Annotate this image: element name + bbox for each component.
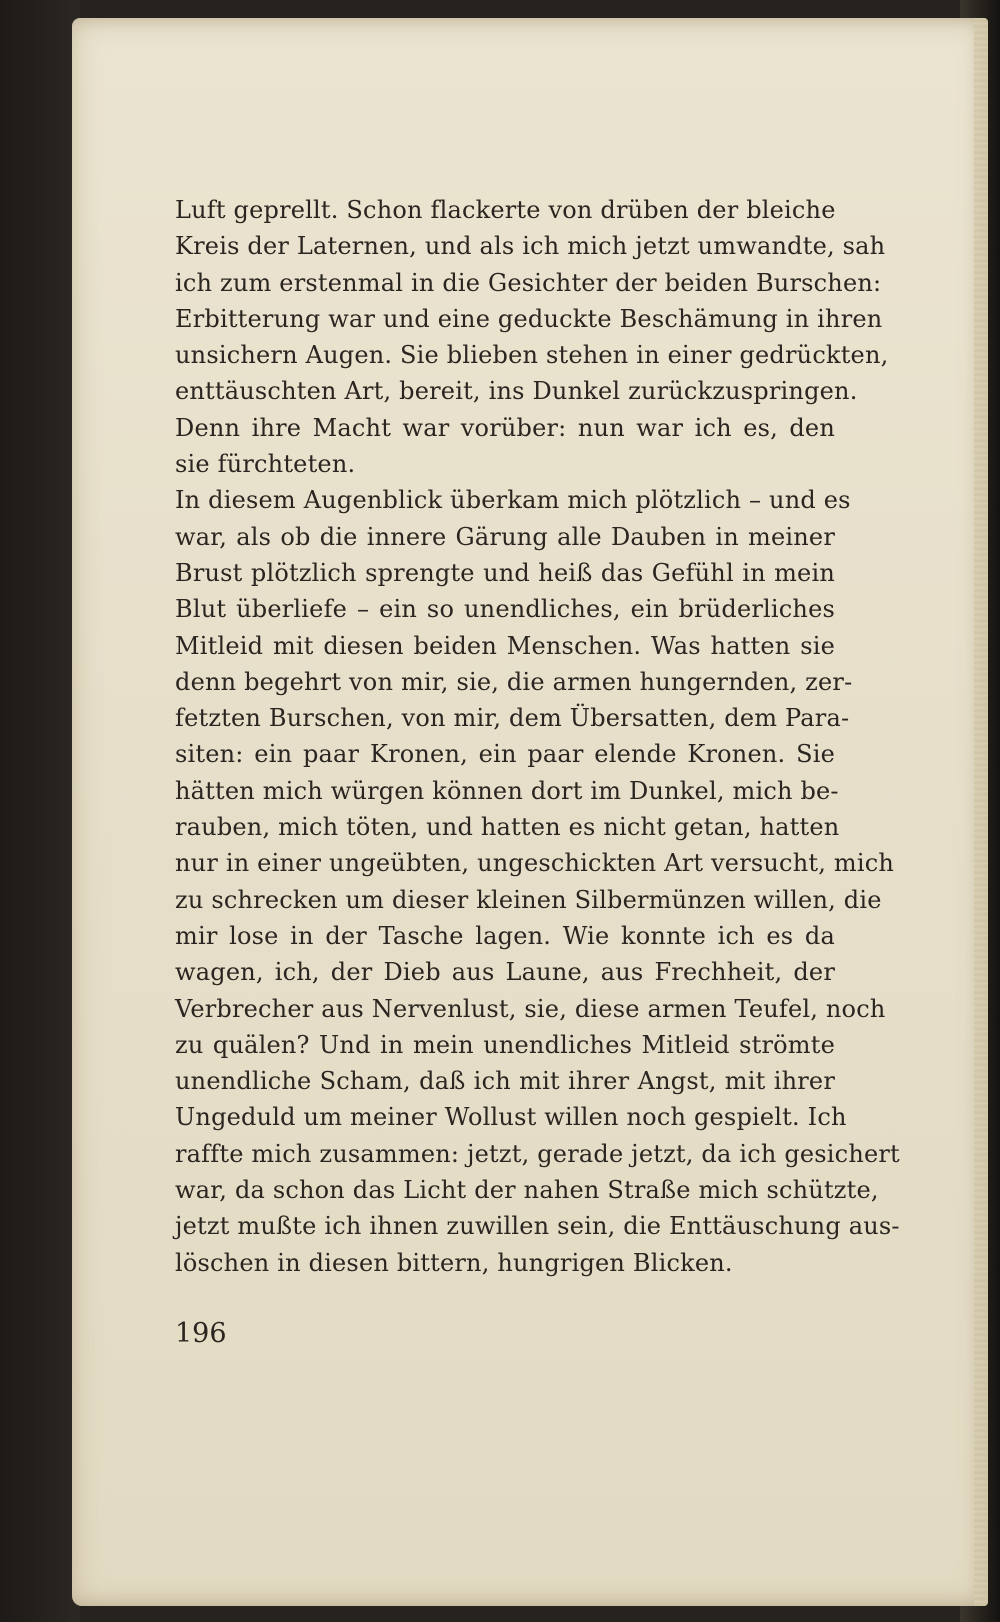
text-line: zu quälen? Und in mein unendliches Mitleid strömte [175,1030,835,1059]
body-text [175,192,900,1281]
text-line: Verbrecher aus Nervenlust, sie, diese armen Teufel, noch [175,994,886,1023]
text-line: In diesem Augenblick überkam mich plötzlich – und es [175,486,851,515]
text-line: rauben, mich töten, und hatten es nicht getan, hatten [175,813,840,842]
text-line: Kreis der Laternen, und als ich mich jetzt umwandte, sah [175,232,886,261]
text-line: jetzt mußte ich ihnen zuwillen sein, die Enttäuschung aus- [175,1212,900,1241]
text-line: wagen, ich, der Dieb aus Laune, aus Frechheit, der [175,958,835,987]
text-line: mir lose in der Tasche lagen. Wie konnte ich es da [175,921,835,950]
text-line: war, da schon das Licht der nahen Straße mich schützte, [175,1176,879,1205]
text-line: Denn ihre Macht war vorüber: nun war ich es, den [175,413,835,442]
text-line: Brust plötzlich sprengte und heiß das Gefühl in mein [175,558,835,587]
text-line: ich zum erstenmal in die Gesichter der beiden Burschen: [175,268,882,297]
text-line: war, als ob die innere Gärung alle Dauben in meiner [175,522,835,551]
text-line: siten: ein paar Kronen, ein paar elende Kronen. Sie [175,740,835,769]
text-line: enttäuschten Art, bereit, ins Dunkel zurückzuspringen. [175,377,858,406]
text-line: unendliche Scham, daß ich mit ihrer Angst, mit ihrer [175,1067,835,1096]
text-line: sie fürchteten. [175,450,356,479]
text-line: raffte mich zusammen: jetzt, gerade jetzt, da ich gesichert [175,1139,900,1168]
text-line: zu schrecken um dieser kleinen Silbermünzen willen, die [175,885,882,914]
text-line: Mitleid mit diesen beiden Menschen. Was hatten sie [175,631,835,660]
text-line: löschen in diesen bittern, hungrigen Blicken. [175,1248,733,1277]
text-line: unsichern Augen. Sie blieben stehen in einer gedrückten, [175,341,889,370]
text-line: fetzten Burschen, von mir, dem Übersatten, dem Para- [175,704,850,733]
text-line: Ungeduld um meiner Wollust willen noch gespielt. Ich [175,1103,847,1132]
text-line: nur in einer ungeübten, ungeschickten Art versucht, mich [175,849,894,878]
text-line: Blut überliefe – ein so unendliches, ein brüderliches [175,595,835,624]
text-line: Erbitterung war und eine geduckte Beschämung in ihren [175,304,883,333]
page-number: 196 [175,1318,227,1349]
text-line: hätten mich würgen können dort im Dunkel, mich be- [175,776,839,805]
text-line: denn begehrt von mir, sie, die armen hungernden, zer- [175,667,853,696]
page-edge [974,18,988,1606]
backdrop-left [0,0,80,1622]
text-line: Luft geprellt. Schon flackerte von drüben der bleiche [175,196,836,224]
